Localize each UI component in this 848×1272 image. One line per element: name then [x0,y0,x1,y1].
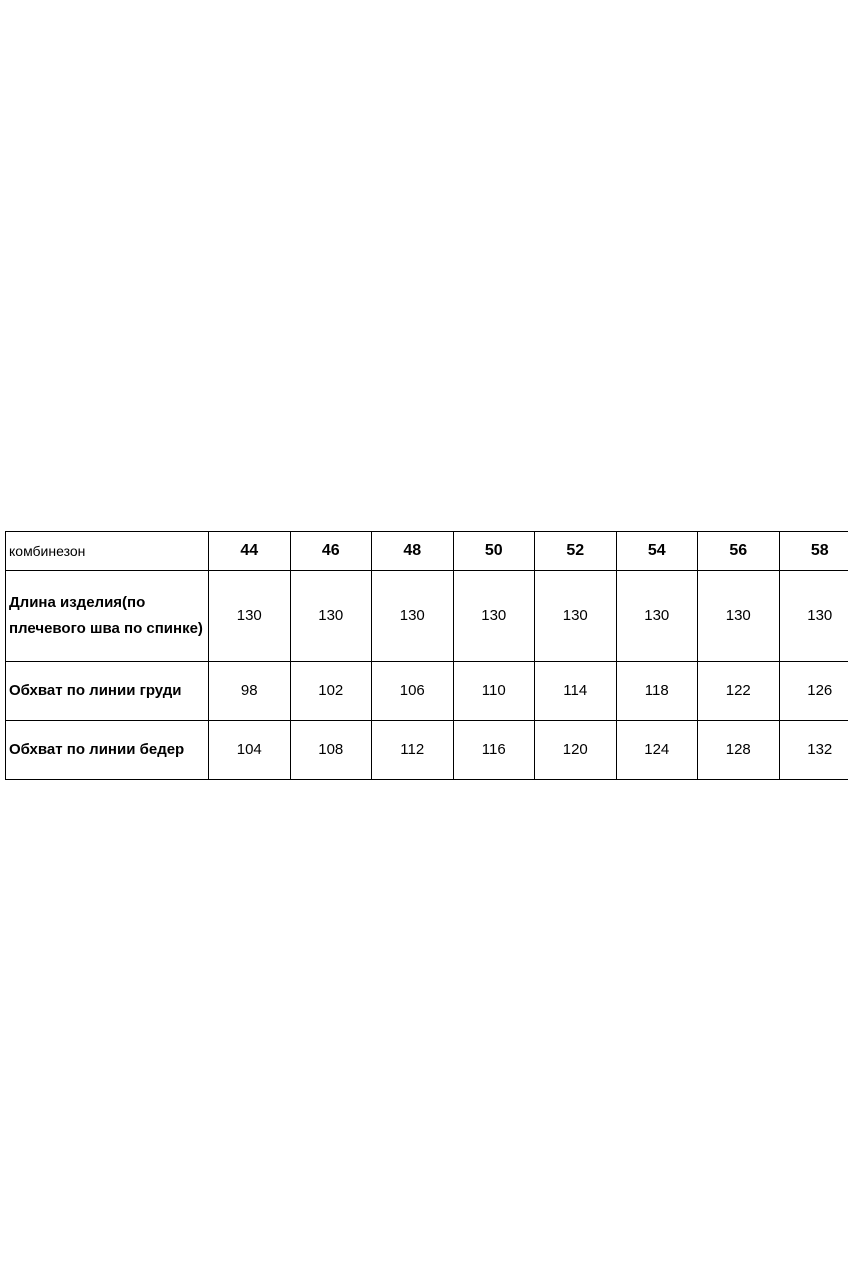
size-table-container [5,531,843,780]
row-label: Длина изделия(по плечевого шва по спинке) [6,571,209,662]
table-cell: 120 [535,721,617,780]
table-cell: 114 [535,662,617,721]
table-cell: 116 [453,721,535,780]
table-row [6,662,848,721]
size-column-header: 50 [453,532,535,571]
table-cell: 130 [698,571,780,662]
table-cell: 130 [209,571,291,662]
table-cell: 118 [616,662,698,721]
size-column-header: 52 [535,532,617,571]
table-cell: 132 [779,721,848,780]
table-cell: 130 [535,571,617,662]
table-corner-label: комбинезон [6,532,209,571]
table-cell: 102 [290,662,372,721]
table-cell: 130 [453,571,535,662]
table-row [6,721,848,780]
table-cell: 106 [372,662,454,721]
table-cell: 124 [616,721,698,780]
table-cell: 128 [698,721,780,780]
table-row [6,571,848,662]
size-column-header: 56 [698,532,780,571]
size-column-header: 46 [290,532,372,571]
table-cell: 126 [779,662,848,721]
table-cell: 104 [209,721,291,780]
table-cell: 130 [616,571,698,662]
table-cell: 110 [453,662,535,721]
size-column-header: 58 [779,532,848,571]
size-table [5,531,848,780]
table-cell: 112 [372,721,454,780]
table-cell: 130 [779,571,848,662]
size-column-header: 48 [372,532,454,571]
size-column-header: 44 [209,532,291,571]
row-label: Обхват по линии груди [6,662,209,721]
table-header-row [6,532,848,571]
table-cell: 130 [372,571,454,662]
table-cell: 130 [290,571,372,662]
table-cell: 108 [290,721,372,780]
row-label: Обхват по линии бедер [6,721,209,780]
table-cell: 98 [209,662,291,721]
table-cell: 122 [698,662,780,721]
size-column-header: 54 [616,532,698,571]
